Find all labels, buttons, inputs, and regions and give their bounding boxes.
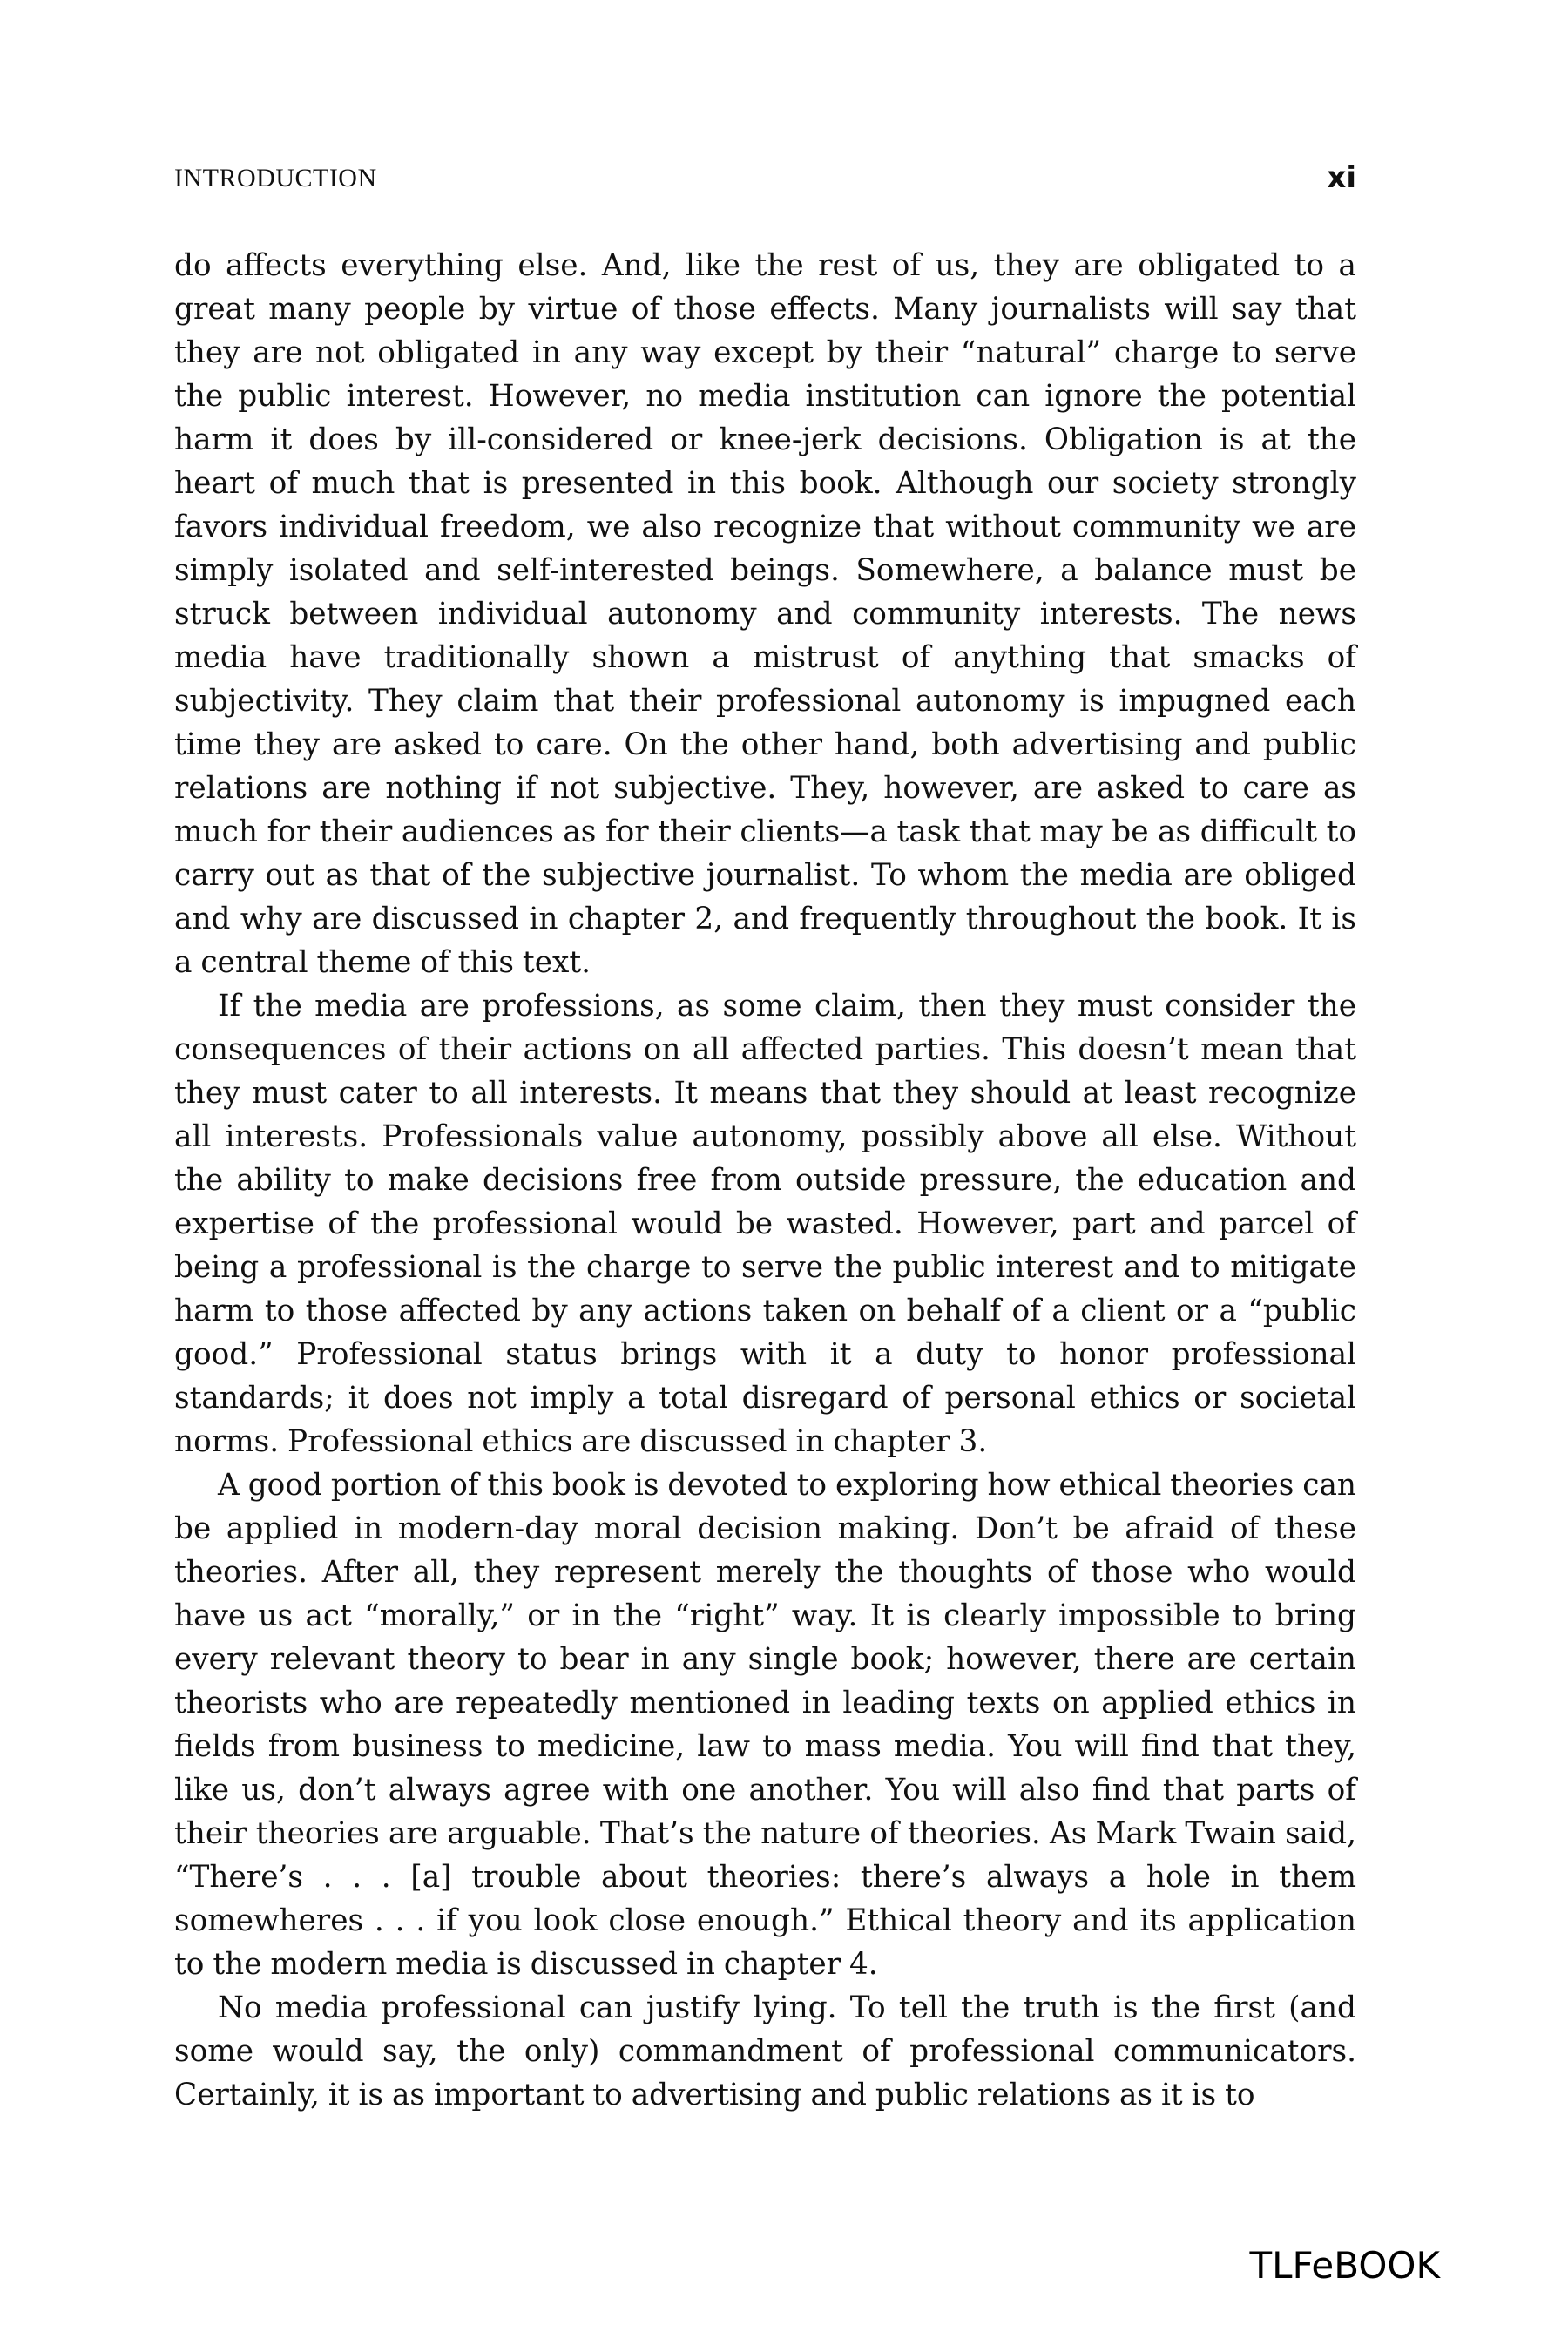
paragraph-lying: No media professional can justify lying. To tell the truth is the first (and some would say, the only) commandment of professional communicators. Certainly, it is as important to advertising and public relations as it is to [174, 1990, 1356, 2112]
paragraph-continued: do affects everything else. And, like the rest of us, they are obligated to a great many people by virtue of those effects. Many journalists will say that they are not obligated in any way except by their “natural” charge to serve the public interest. However, no media institution can ignore the potential harm it does by ill-considered or knee-jerk decisions. Obligation is at the heart of much that is presented in this book. Although our society strongly favors individual freedom, we also recognize that without community we are simply isolated and self-interested beings. Somewhere, a balance must be struck between individual autonomy and community interests. The news media have traditionally shown a mistrust of anything that smacks of subjectivity. They claim that their professional autonomy is impugned each time they are asked to care. On the other hand, both advertising and public relations are nothing if not subjective. They, however, are asked to care as much for their audiences as for their clients—a task that may be as difficult to carry out as that of the subjective journalist. To whom the media are obliged and why are discussed in chapter 2, and frequently throughout the book. It is a central theme of this text. [174, 248, 1356, 980]
paragraph-ethical-theories: A good portion of this book is devoted to exploring how ethical theories can be applied in modern-day moral decision making. Don’t be afraid of these theories. After all, they represent merely the thoughts of those who would have us act “morally,” or in the “right” way. It is clearly impossible to bring every relevant theory to bear in any single book; however, there are certain theorists who are repeatedly mentioned in leading texts on applied ethics in fields from business to medicine, law to mass media. You will find that they, like us, don’t always agree with one another. You will also find that parts of their theories are arguable. That’s the nature of theories. As Mark Twain said, “There’s . . . [a] trouble about theories: there’s always a hole in them somewheres . . . if you look close enough.” Ethical theory and its application to the modern media is discussed in chapter 4. [174, 1468, 1356, 1982]
paragraph-professions: If the media are professions, as some claim, then they must consider the consequences of their actions on all affected parties. This doesn’t mean that they must cater to all interests. It means that they should at least recognize all interests. Professionals value autonomy, possibly above all else. Without the ability to make decisions free from outside pressure, the education and expertise of the professional would be wasted. However, part and parcel of being a professional is the charge to serve the public interest and to mitigate harm to those affected by any actions taken on behalf of a client or a “public good.” Professional status brings with it a duty to honor professional standards; it does not imply a total disregard of personal ethics or societal norms. Professional ethics are discussed in chapter 3. [174, 989, 1356, 1459]
body-text [174, 244, 1356, 2117]
watermark: TLFeBOOK [1249, 2244, 1440, 2287]
page-number: xi [1327, 160, 1356, 195]
page-header [174, 160, 1356, 199]
running-head: INTRODUCTION [174, 164, 377, 193]
